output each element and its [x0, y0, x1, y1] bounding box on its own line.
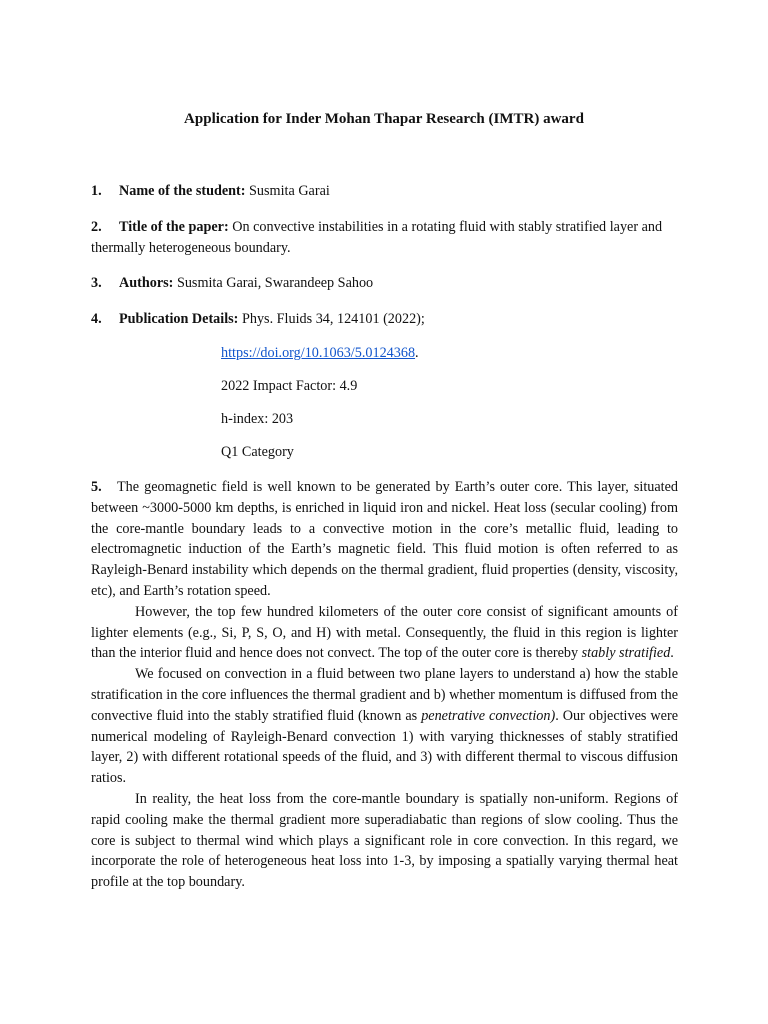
page-title: Application for Inder Mohan Thapar Research (IMTR) award	[184, 111, 584, 127]
h-index: h-index: 203	[221, 411, 294, 427]
item-authors	[91, 273, 678, 294]
category: Q1 Category	[221, 444, 294, 460]
item-label: Name of the student:	[119, 183, 246, 199]
item-label: Authors:	[119, 275, 174, 291]
item-number: 1.	[91, 183, 102, 199]
item-label: Title of the paper:	[119, 219, 229, 235]
doi-suffix: .	[415, 345, 419, 361]
item-value: On convective instabilities in a rotating fluid with stably stratified layer and thermally heterogeneous boundary.	[91, 219, 663, 256]
paragraph-1	[91, 477, 678, 602]
paragraph-4: In reality, the heat loss from the core-mantle boundary is spatially non-uniform. Regions of rapid cooling make the thermal gradient more superadiabatic than regions of slow cooling. Thus the core is subject to thermal wind which plays a significant role in core convection. In this regard, we incorporate the role of heterogeneous heat loss into 1-3, by imposing a spatially varying thermal heat profile at the top boundary.	[91, 790, 678, 891]
item-value: Phys. Fluids 34, 124101 (2022);	[241, 311, 425, 327]
item-student-name	[91, 181, 678, 202]
doi-link[interactable]: https://doi.org/10.1063/5.0124368	[221, 345, 416, 361]
paragraph-3-end: . Our objectives were numerical modeling of Rayleigh-Benard convection 1) with varying thicknesses of stably stratified layer, 2) with different rotational speeds of the fluid, and 3) with different thermal to viscous diffusion ratios.	[91, 707, 678, 787]
doi-line	[221, 343, 419, 363]
item-publication-details	[91, 309, 678, 330]
item-number: 2.	[91, 219, 102, 235]
paragraph-3-text: We focused on convection in a fluid between two plane layers to understand a) how the stable stratification in the core influences the thermal gradient and b) whether momentum is diffused from the convective fluid into the stably stratified fluid (known as	[91, 666, 678, 724]
section-5	[91, 477, 678, 893]
paragraph-2	[91, 602, 678, 664]
paragraph-3-italic: penetrative convection)	[421, 707, 556, 724]
item-paper-title	[91, 217, 678, 258]
paragraph-3	[91, 664, 678, 789]
paragraph-2-italic: stably stratified	[581, 645, 671, 662]
paragraph-1-text: The geomagnetic field is well known to be generated by Earth’s outer core. This layer, situated between ~3000-5000 km depths, is enriched in liquid iron and nickel. Heat loss (secular cooling) from the core-mantle boundary leads to a convective motion in the core’s metallic fluid, leading to electromagnetic induction of the Earth’s magnetic field. This fluid motion is often referred to as Rayleigh-Benard instability which depends on the thermal gradient, fluid properties (density, viscosity, etc), and Earth’s rotation speed.	[91, 479, 678, 599]
item-number: 4.	[91, 311, 102, 327]
impact-factor: 2022 Impact Factor: 4.9	[221, 378, 358, 394]
paragraph-2-text: However, the top few hundred kilometers of the outer core consist of significant amounts of lighter elements (e.g., Si, P, S, O, and H) with metal. Consequently, the fluid in this region is lighter than the interior fluid and hence does not convect. The top of the outer core is thereby	[91, 603, 678, 662]
item-value: Susmita Garai	[249, 183, 330, 199]
section-number: 5.	[91, 479, 102, 495]
item-label: Publication Details:	[119, 311, 239, 327]
item-value: Susmita Garai, Swarandeep Sahoo	[176, 275, 374, 291]
item-number: 3.	[91, 275, 102, 291]
paragraph-2-end: .	[670, 645, 674, 662]
